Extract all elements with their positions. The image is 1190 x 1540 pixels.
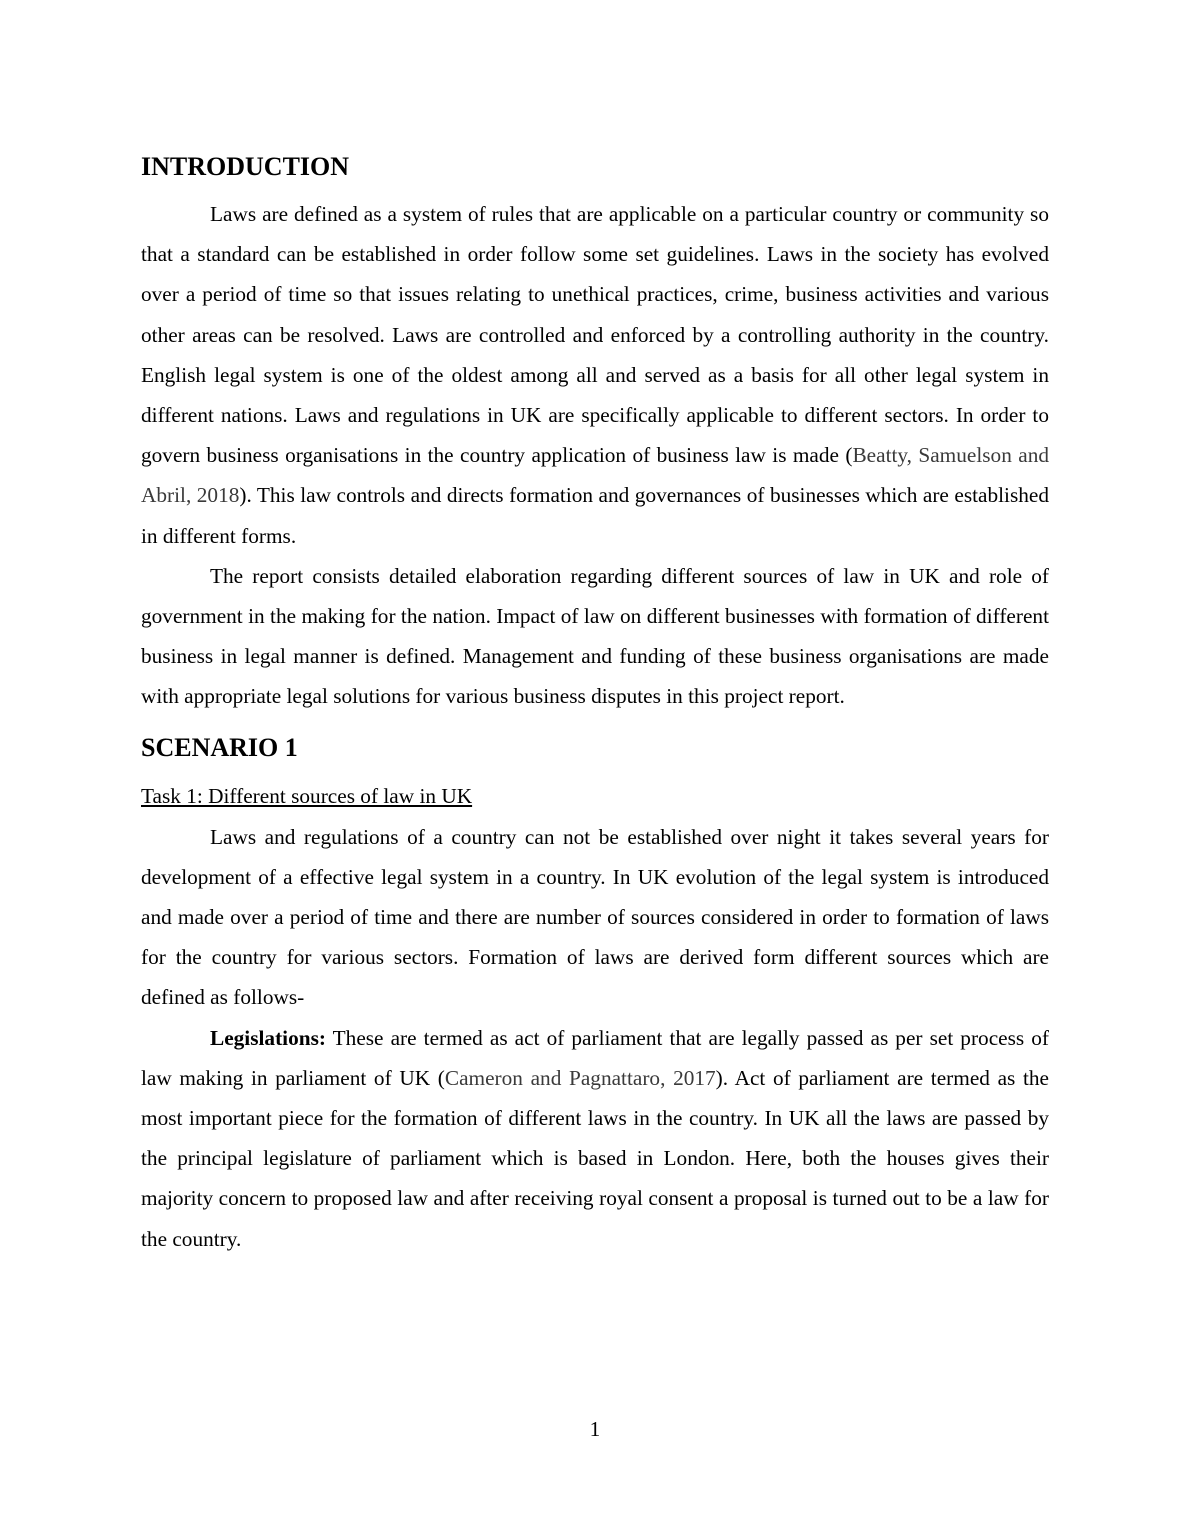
task-1-title: Task 1: Different sources of law in UK bbox=[141, 783, 473, 808]
introduction-paragraph-1 bbox=[141, 194, 1049, 556]
task-1-paragraph-1: Laws and regulations of a country can not be established over night it takes several years for development of a effective legal system in a country. In UK evolution of the legal system is introduced and made over a period of time and there are number of sources considered in order to formation of laws for the country for various sectors. Formation of laws are derived form different sources which are defined as follows- bbox=[141, 824, 1049, 1010]
intro-p1-text-before: Laws are defined as a system of rules that are applicable on a particular country or community so that a standard can be established in order follow some set guidelines. Laws in the society has evolved over a period of time so that issues relating to unethical practices, crime, business activities and various other areas can be resolved. Laws are controlled and enforced by a controlling authority in the country. English legal system is one of the oldest among all and served as a basis for all other legal system in different nations. Laws and regulations in UK are specifically applicable to different sectors. In order to govern business organisations in the country application of business law is made ( bbox=[141, 202, 1049, 468]
legislations-paragraph bbox=[141, 1018, 1049, 1259]
introduction-heading: INTRODUCTION bbox=[141, 152, 350, 181]
introduction-paragraph-2: The report consists detailed elaboration regarding different sources of law in UK and role of government in the making for the nation. Impact of law on different businesses with formation of different business in legal manner is defined. Management and funding of these business organisations are made with appropriate legal solutions for various business disputes in this project report. bbox=[141, 563, 1049, 709]
page-number: 1 bbox=[589, 1417, 601, 1441]
legislations-text-after: ). Act of parliament are termed as the most important piece for the formation of different laws in the country. In UK all the laws are passed by the principal legislature of parliament which is based in London. Here, both the houses gives their majority concern to proposed law and after receiving royal consent a proposal is turned out to be a law for the country. bbox=[141, 1065, 1050, 1251]
citation-beatty-2018: Beatty, Samuelson and Abril, 2018 bbox=[141, 443, 1049, 508]
document-page bbox=[141, 150, 1049, 1259]
legislations-term: Legislations: bbox=[210, 1025, 326, 1050]
scenario-heading: SCENARIO 1 bbox=[141, 732, 298, 762]
citation-cameron-2017: Cameron and Pagnattaro, 2017 bbox=[444, 1065, 716, 1090]
legislations-text-before: These are termed as act of parliament that are legally passed as per set process of law making in parliament of UK ( bbox=[141, 1025, 1049, 1090]
intro-p1-text-after: ). This law controls and directs formation and governances of businesses which are established in different forms. bbox=[141, 483, 1050, 548]
